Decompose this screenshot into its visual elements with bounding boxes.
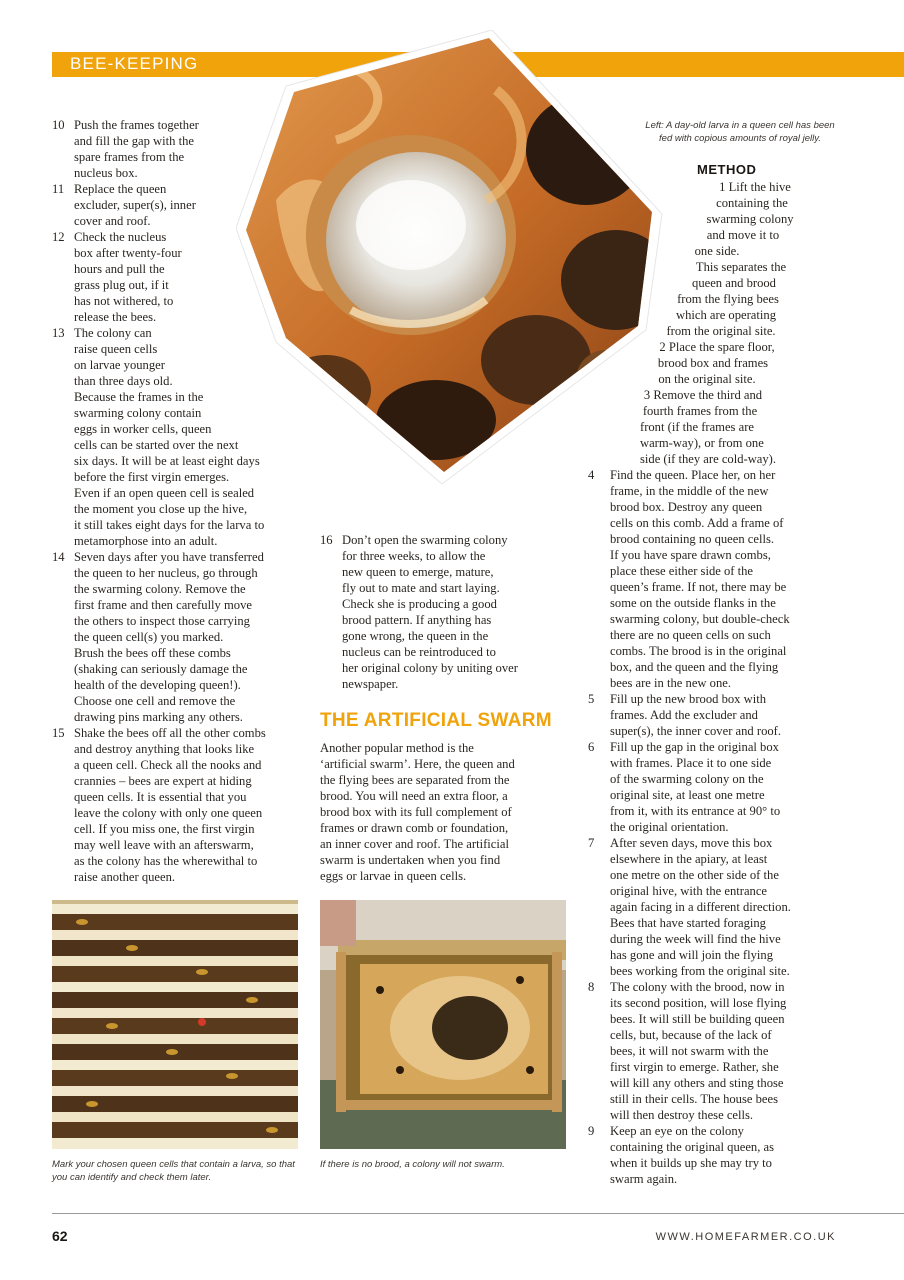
step-text-line: and destroy anything that looks like <box>74 742 255 756</box>
step-text-line: hours and pull the <box>74 262 165 276</box>
method-text-line: and move it to <box>706 228 780 242</box>
intro-text-line: ‘artificial swarm’. Here, the queen and <box>320 757 515 771</box>
intro-text-line: brood box with its full complement of <box>320 805 512 819</box>
step-14 <box>52 549 312 725</box>
section-label: BEE-KEEPING <box>70 54 199 73</box>
step-text-line: from it, with its entrance at 90° to <box>610 804 781 818</box>
step-text-line: box after twenty-four <box>74 246 182 260</box>
step-text-line: elsewhere in the apiary, at least <box>610 852 768 866</box>
step-number: 15 <box>52 726 65 740</box>
step-text-line: crannies – bees are expert at hiding <box>74 774 252 788</box>
step-text-line: Push the frames together <box>74 118 199 132</box>
step-text-line: Check she is producing a good <box>342 597 497 611</box>
method-text-line: fourth frames from the <box>642 404 758 418</box>
step-text-line: will then destroy these cells. <box>610 1108 754 1122</box>
step-text-line: queen’s frame. If not, there may be <box>610 580 787 594</box>
step-text-line: nucleus can be reintroduced to <box>342 645 496 659</box>
step-text-line: of the swarming colony on the <box>610 772 764 786</box>
method-text-line: which are operating <box>675 308 776 322</box>
step-text-line: for three weeks, to allow the <box>342 549 486 563</box>
caption-brood-photo <box>320 1158 570 1171</box>
step-text-line: during the week will find the hive <box>610 932 781 946</box>
step-number: 13 <box>52 326 65 340</box>
caption-line: Mark your chosen queen cells that contain a larva, so that <box>52 1159 295 1170</box>
method-step-7 <box>588 835 848 979</box>
step-text-line: newspaper. <box>342 677 399 691</box>
method-text-line: warm-way), or from one <box>640 436 764 450</box>
method-text-line: 3 Remove the third and <box>643 388 763 402</box>
middle-column-step16 <box>320 532 570 692</box>
step-number: 12 <box>52 230 65 244</box>
intro-text-line: an inner cover and roof. The artificial <box>320 837 509 851</box>
step-text-line: cells, but, because of the lack of <box>610 1028 772 1042</box>
step-text-line: it still takes eight days for the larva to <box>74 518 265 532</box>
step-text-line: the moment you close up the hive, <box>74 502 248 516</box>
step-text-line: still in their cells. The house bees <box>610 1092 778 1106</box>
method-text-line: swarming colony <box>706 212 794 226</box>
step-text-line: Seven days after you have transferred <box>74 550 264 564</box>
step-number: 10 <box>52 118 65 132</box>
step-text-line: metamorphose into an adult. <box>74 534 218 548</box>
step-10 <box>52 117 312 181</box>
step-text-line: gone wrong, the queen in the <box>342 629 489 643</box>
method-step-9 <box>588 1123 848 1187</box>
step-text-line: After seven days, move this box <box>610 836 773 850</box>
caption-line: you can identify and check them later. <box>52 1172 212 1183</box>
method-text-line: queen and brood <box>692 276 776 290</box>
step-text-line: frame, in the middle of the new <box>610 484 769 498</box>
left-column <box>52 117 312 885</box>
step-number: 5 <box>588 692 595 706</box>
step-text-line: queen cells. It is essential that you <box>74 790 247 804</box>
method-step-8 <box>588 979 848 1123</box>
step-text-line: Fill up the gap in the original box <box>610 740 779 754</box>
step-text-line: swarming colony contain <box>74 406 202 420</box>
step-number: 8 <box>588 980 595 994</box>
step-text-line: (shaking can seriously damage the <box>74 662 248 676</box>
step-number: 6 <box>588 740 595 754</box>
step-text-line: drawing pins marking any others. <box>74 710 243 724</box>
hex-photo-caption <box>620 119 860 145</box>
intro-text-line: brood. You will need an extra floor, a <box>320 789 508 803</box>
method-steps-list <box>588 467 848 1187</box>
artificial-swarm-section <box>320 710 570 884</box>
step-text-line: its second position, will lose flying <box>610 996 787 1010</box>
step-text-line: the queen cell(s) you marked. <box>74 630 224 644</box>
step-text-line: may well leave with an afterswarm, <box>74 838 254 852</box>
step-text-line: bees are in the new one. <box>610 676 731 690</box>
section-heading-artificial-swarm: THE ARTIFICIAL SWARM <box>320 710 552 731</box>
step-text-line: when it builds up she may try to <box>610 1156 772 1170</box>
photo-brood-frame <box>320 900 566 1149</box>
method-text-line: side (if they are cold-way). <box>640 452 777 466</box>
method-text-line: one side. <box>694 244 740 258</box>
step-text-line: as the colony has the wherewithal to <box>74 854 258 868</box>
step-text-line: on larvae younger <box>74 358 165 372</box>
method-text-line: containing the <box>716 196 788 210</box>
step-number: 4 <box>588 468 595 482</box>
caption-line: fed with copious amounts of royal jelly. <box>659 133 821 144</box>
step-text-line: again facing in a different direction. <box>610 900 791 914</box>
method-steps-column <box>588 467 848 1187</box>
step-text-line: there are no queen cells on such <box>610 628 771 642</box>
step-text-line: eggs in worker cells, queen <box>74 422 212 436</box>
step-text-line: If you have spare drawn combs, <box>610 548 771 562</box>
step-text-line: excluder, super(s), inner <box>74 198 196 212</box>
method-heading: METHOD <box>697 162 757 177</box>
method-text-line: on the original site. <box>658 372 756 386</box>
step-text-line: brood box. Destroy any queen <box>610 500 763 514</box>
step-text-line: Because the frames in the <box>74 390 204 404</box>
step-text-line: swarm again. <box>610 1172 678 1186</box>
step-text-line: the original orientation. <box>610 820 729 834</box>
step-text-line: Replace the queen <box>74 182 167 196</box>
step-text-line: swarming colony, but double-check <box>610 612 790 626</box>
step-text-line: six days. It will be at least eight days <box>74 454 260 468</box>
intro-text-line: frames or drawn comb or foundation, <box>320 821 509 835</box>
step-11 <box>52 181 312 229</box>
step-text-line: original site, at least one metre <box>610 788 765 802</box>
step-text-line: cell. If you miss one, the first virgin <box>74 822 255 836</box>
step-text-line: spare frames from the <box>74 150 185 164</box>
step-text-line: her original colony by uniting over <box>342 661 518 675</box>
method-text-line: from the original site. <box>666 324 776 338</box>
method-text-line: front (if the frames are <box>640 420 754 434</box>
step-text-line: the swarming colony. Remove the <box>74 582 246 596</box>
step-text-line: Bees that have started foraging <box>610 916 766 930</box>
step-text-line: Fill up the new brood box with <box>610 692 767 706</box>
intro-text-line: eggs or larvae in queen cells. <box>320 869 467 883</box>
step-text-line: Keep an eye on the colony <box>610 1124 744 1138</box>
step-text-line: grass plug out, if it <box>74 278 169 292</box>
step-number: 16 <box>320 533 333 547</box>
step-text-line: Shake the bees off all the other combs <box>74 726 266 740</box>
page-number: 62 <box>52 1228 68 1244</box>
step-text-line: The colony can <box>74 326 152 340</box>
step-text-line: with frames. Place it to one side <box>610 756 772 770</box>
step-text-line: bees working from the original site. <box>610 964 790 978</box>
step-text-line: one metre on the other side of the <box>610 868 779 882</box>
step-text-line: Don’t open the swarming colony <box>342 533 508 547</box>
steps-list-middle <box>320 532 570 692</box>
step-text-line: leave the colony with only one queen <box>74 806 263 820</box>
step-text-line: fly out to mate and start laying. <box>342 581 500 595</box>
step-text-line: first virgin to emerge. Rather, she <box>610 1060 779 1074</box>
step-12 <box>52 229 312 325</box>
step-13 <box>52 325 312 549</box>
step-text-line: the queen to her nucleus, go through <box>74 566 258 580</box>
method-step-4 <box>588 467 848 691</box>
step-number: 9 <box>588 1124 595 1138</box>
step-text-line: raise another queen. <box>74 870 176 884</box>
step-text-line: frames. Add the excluder and <box>610 708 758 722</box>
intro-text-line: the flying bees are separated from the <box>320 773 510 787</box>
step-text-line: raise queen cells <box>74 342 158 356</box>
method-text-line: 1 Lift the hive <box>719 180 791 194</box>
step-text-line: Find the queen. Place her, on her <box>610 468 776 482</box>
step-text-line: Choose one cell and remove the <box>74 694 236 708</box>
step-text-line: cells can be started over the next <box>74 438 239 452</box>
step-text-line: nucleus box. <box>74 166 138 180</box>
step-text-line: has not withered, to <box>74 294 174 308</box>
step-text-line: health of the developing queen!). <box>74 678 241 692</box>
photo-frames-svg <box>52 900 298 1149</box>
website-url: WWW.HOMEFARMER.CO.UK <box>655 1231 836 1243</box>
step-text-line: super(s), the inner cover and roof. <box>610 724 781 738</box>
caption-line: If there is no brood, a colony will not swarm. <box>320 1159 505 1170</box>
step-text-line: bees. It will still be building queen <box>610 1012 785 1026</box>
step-text-line: bees, it will not swarm with the <box>610 1044 769 1058</box>
step-text-line: Even if an open queen cell is sealed <box>74 486 255 500</box>
step-15 <box>52 725 312 885</box>
step-text-line: and fill the gap with the <box>74 134 194 148</box>
step-text-line: new queen to emerge, mature, <box>342 565 494 579</box>
step-number: 7 <box>588 836 595 850</box>
method-centered-block <box>640 179 840 467</box>
step-text-line: brood pattern. If anything has <box>342 613 492 627</box>
step-text-line: the others to inspect those carrying <box>74 614 250 628</box>
steps-list-left <box>52 117 312 885</box>
step-text-line: place these either side of the <box>610 564 754 578</box>
step-text-line: release the bees. <box>74 310 157 324</box>
photo-frames-with-bees <box>52 900 298 1149</box>
method-text-line: brood box and frames <box>657 356 769 370</box>
intro-text-line: Another popular method is the <box>320 741 474 755</box>
method-text-line: from the flying bees <box>677 292 779 306</box>
step-text-line: than three days old. <box>74 374 173 388</box>
step-text-line: containing the original queen, as <box>610 1140 775 1154</box>
step-number: 14 <box>52 550 65 564</box>
step-text-line: before the first virgin emerges. <box>74 470 230 484</box>
step-text-line: The colony with the brood, now in <box>610 980 785 994</box>
step-text-line: Brush the bees off these combs <box>74 646 231 660</box>
intro-text-line: swarm is undertaken when you find <box>320 853 501 867</box>
caption-frames-photo <box>52 1158 312 1184</box>
step-text-line: brood containing no queen cells. <box>610 532 775 546</box>
method-text-line: 2 Place the spare floor, <box>659 340 775 354</box>
step-number: 11 <box>52 182 65 196</box>
step-text-line: has gone and will join the flying <box>610 948 773 962</box>
caption-line: Left: A day-old larva in a queen cell has been <box>645 120 835 131</box>
step-text-line: first frame and then carefully move <box>74 598 252 612</box>
step-16 <box>320 532 570 692</box>
step-text-line: cells on this comb. Add a frame of <box>610 516 784 530</box>
step-text-line: some on the outside flanks in the <box>610 596 776 610</box>
method-step-6 <box>588 739 848 835</box>
step-text-line: a queen cell. Check all the nooks and <box>74 758 262 772</box>
step-text-line: original hive, with the entrance <box>610 884 768 898</box>
artificial-swarm-intro <box>320 740 570 884</box>
step-text-line: will kill any others and sting those <box>610 1076 784 1090</box>
photo-brood-svg <box>320 900 566 1149</box>
step-text-line: combs. The brood is in the original <box>610 644 787 658</box>
step-text-line: Check the nucleus <box>74 230 167 244</box>
step-text-line: cover and roof. <box>74 214 151 228</box>
step-text-line: box, and the queen and the flying <box>610 660 779 674</box>
method-step-5 <box>588 691 848 739</box>
footer-divider <box>52 1213 904 1214</box>
method-text-line: This separates the <box>695 260 787 274</box>
